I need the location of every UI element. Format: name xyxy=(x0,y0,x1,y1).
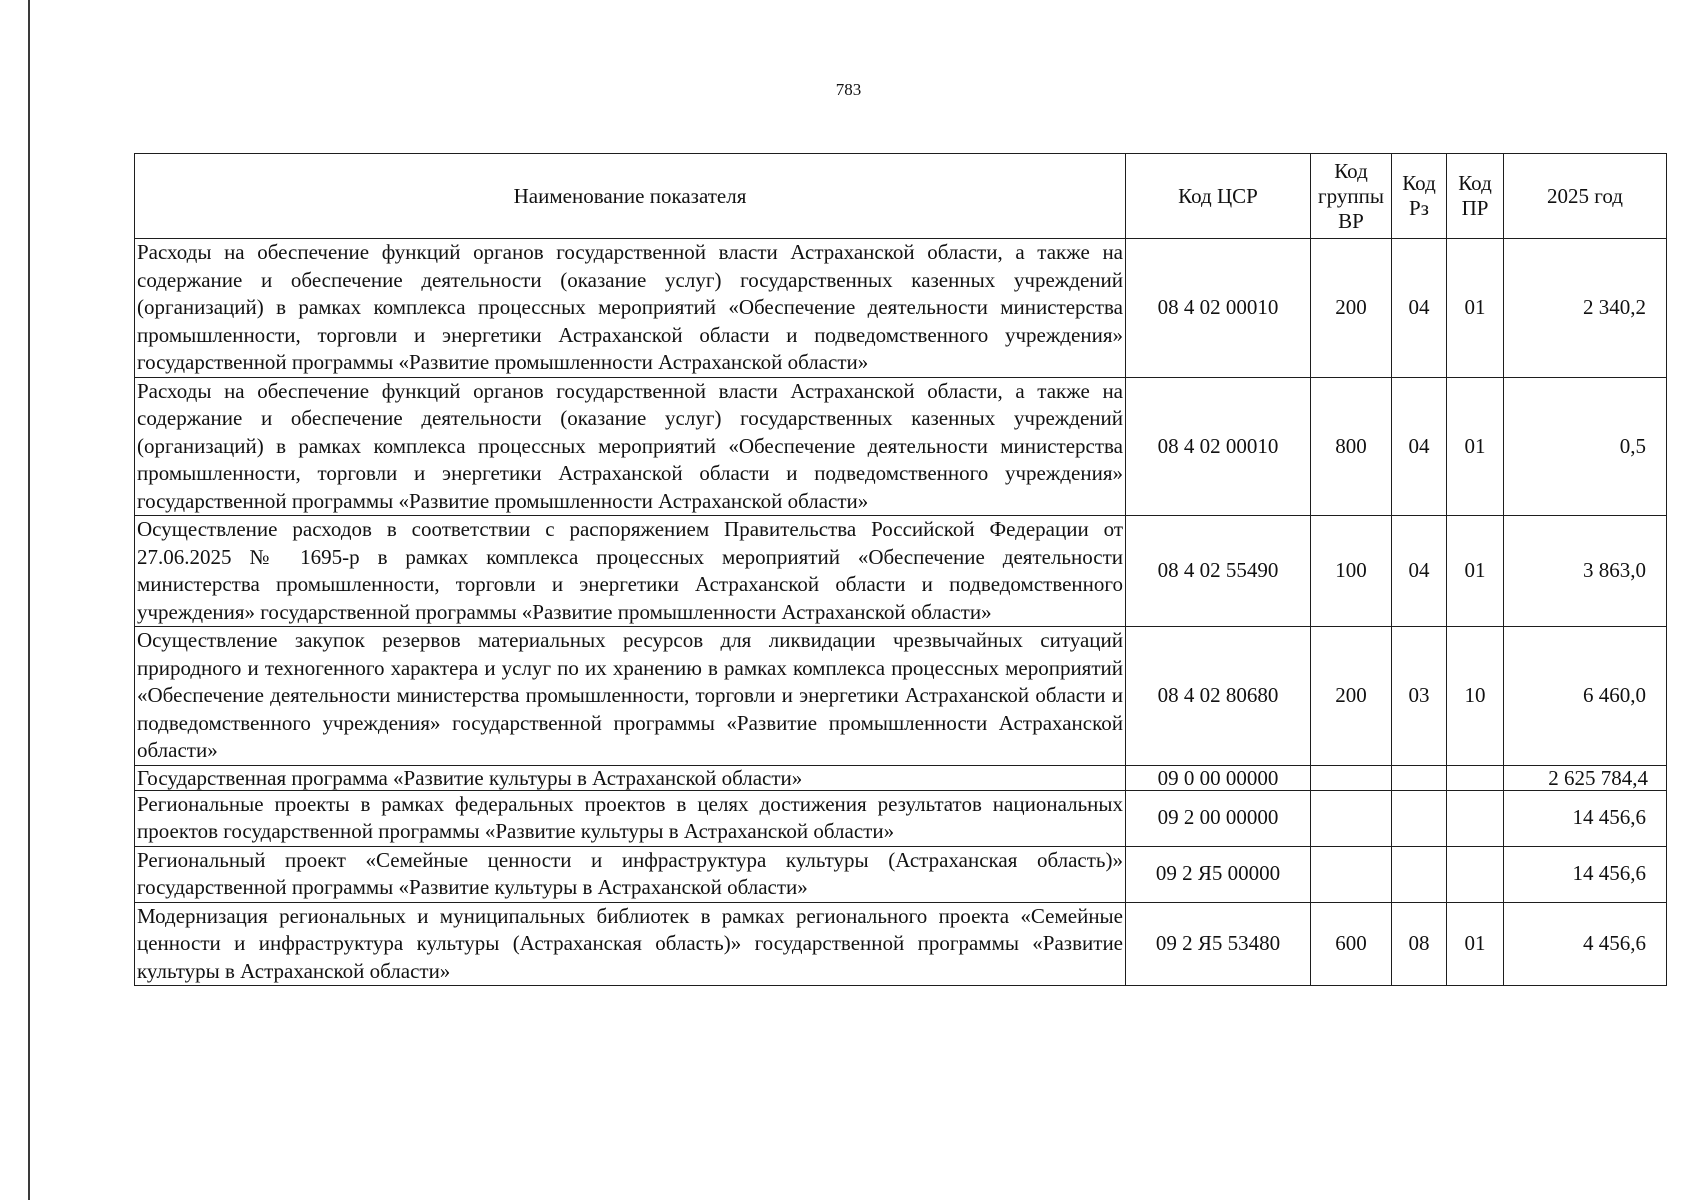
row-name: Осуществление закупок резервов материальных ресурсов для ликвидации чрезвычайных ситуаций природного и техногенного характера и услуг по их хранению в рамках комплекса процессных мероприятий «Обеспечение деятельности министерства промышленности, торговли и энергетики Астраханской области и подведомственного учреждения» государственной программы «Развитие промышленности Астраханской области» xyxy=(135,627,1126,766)
header-csr-code: Код ЦСР xyxy=(1126,154,1311,239)
row-rz-code xyxy=(1392,765,1447,790)
row-csr-code: 08 4 02 80680 xyxy=(1126,627,1311,766)
row-amount: 2 625 784,4 xyxy=(1504,765,1667,790)
row-csr-code: 09 2 Я5 53480 xyxy=(1126,902,1311,986)
header-year: 2025 год xyxy=(1504,154,1667,239)
row-pr-code: 01 xyxy=(1447,516,1504,627)
row-amount: 4 456,6 xyxy=(1504,902,1667,986)
row-amount: 14 456,6 xyxy=(1504,846,1667,902)
row-csr-code: 08 4 02 00010 xyxy=(1126,377,1311,516)
row-amount: 3 863,0 xyxy=(1504,516,1667,627)
row-pr-code: 01 xyxy=(1447,377,1504,516)
row-pr-code: 10 xyxy=(1447,627,1504,766)
table-row xyxy=(135,239,1667,378)
row-rz-code: 08 xyxy=(1392,902,1447,986)
row-vr-code: 600 xyxy=(1311,902,1392,986)
budget-table xyxy=(134,153,1667,986)
row-amount: 2 340,2 xyxy=(1504,239,1667,378)
row-rz-code xyxy=(1392,790,1447,846)
row-name: Осуществление расходов в соответствии с распоряжением Правительства Российской Федерации от 27.06.2025 № 1695-р в рамках комплекса процессных мероприятий «Обеспечение деятельности министерства промышленности, торговли и энергетики Астраханской области и подведомственного учреждения» государственной программы «Развитие промышленности Астраханской области» xyxy=(135,516,1126,627)
row-name: Модернизация региональных и муниципальных библиотек в рамках регионального проекта «Семейные ценности и инфраструктура культуры (Астраханская область)» государственной программы «Развитие культуры в Астраханской области» xyxy=(135,902,1126,986)
row-vr-code xyxy=(1311,846,1392,902)
header-rz-code: Код Рз xyxy=(1392,154,1447,239)
row-amount: 6 460,0 xyxy=(1504,627,1667,766)
row-name: Региональные проекты в рамках федеральных проектов в целях достижения результатов национальных проектов государственной программы «Развитие культуры в Астраханской области» xyxy=(135,790,1126,846)
header-name: Наименование показателя xyxy=(135,154,1126,239)
header-vr-code: Код группы ВР xyxy=(1311,154,1392,239)
table-header-row xyxy=(135,154,1667,239)
row-csr-code: 09 2 00 00000 xyxy=(1126,790,1311,846)
table-row xyxy=(135,902,1667,986)
row-name: Расходы на обеспечение функций органов государственной власти Астраханской области, а также на содержание и обеспечение деятельности (оказание услуг) государственных казенных учреждений (организаций) в рамках комплекса процессных мероприятий «Обеспечение деятельности министерства промышленности, торговли и энергетики Астраханской области и подведомственного учреждения» государственной программы «Развитие промышленности Астраханской области» xyxy=(135,377,1126,516)
row-rz-code: 03 xyxy=(1392,627,1447,766)
row-name: Государственная программа «Развитие культуры в Астраханской области» xyxy=(135,765,1126,790)
row-rz-code: 04 xyxy=(1392,239,1447,378)
row-vr-code: 100 xyxy=(1311,516,1392,627)
row-csr-code: 09 0 00 00000 xyxy=(1126,765,1311,790)
table-row xyxy=(135,627,1667,766)
header-pr-code: Код ПР xyxy=(1447,154,1504,239)
row-pr-code xyxy=(1447,790,1504,846)
row-name: Расходы на обеспечение функций органов государственной власти Астраханской области, а также на содержание и обеспечение деятельности (оказание услуг) государственных казенных учреждений (организаций) в рамках комплекса процессных мероприятий «Обеспечение деятельности министерства промышленности, торговли и энергетики Астраханской области и подведомственного учреждения» государственной программы «Развитие промышленности Астраханской области» xyxy=(135,239,1126,378)
row-rz-code xyxy=(1392,846,1447,902)
row-pr-code xyxy=(1447,846,1504,902)
row-vr-code: 800 xyxy=(1311,377,1392,516)
page-number: 783 xyxy=(835,80,862,99)
table-row xyxy=(135,765,1667,790)
row-vr-code: 200 xyxy=(1311,239,1392,378)
row-csr-code: 08 4 02 55490 xyxy=(1126,516,1311,627)
row-vr-code xyxy=(1311,765,1392,790)
row-amount: 0,5 xyxy=(1504,377,1667,516)
row-rz-code: 04 xyxy=(1392,377,1447,516)
table-row xyxy=(135,516,1667,627)
row-pr-code xyxy=(1447,765,1504,790)
table-row xyxy=(135,377,1667,516)
row-csr-code: 09 2 Я5 00000 xyxy=(1126,846,1311,902)
row-pr-code: 01 xyxy=(1447,902,1504,986)
row-vr-code xyxy=(1311,790,1392,846)
scan-edge-line xyxy=(28,0,30,1200)
row-rz-code: 04 xyxy=(1392,516,1447,627)
table-row xyxy=(135,846,1667,902)
table-row xyxy=(135,790,1667,846)
row-amount: 14 456,6 xyxy=(1504,790,1667,846)
row-pr-code: 01 xyxy=(1447,239,1504,378)
row-name: Региональный проект «Семейные ценности и инфраструктура культуры (Астраханская область)» государственной программы «Развитие культуры в Астраханской области» xyxy=(135,846,1126,902)
row-csr-code: 08 4 02 00010 xyxy=(1126,239,1311,378)
row-vr-code: 200 xyxy=(1311,627,1392,766)
